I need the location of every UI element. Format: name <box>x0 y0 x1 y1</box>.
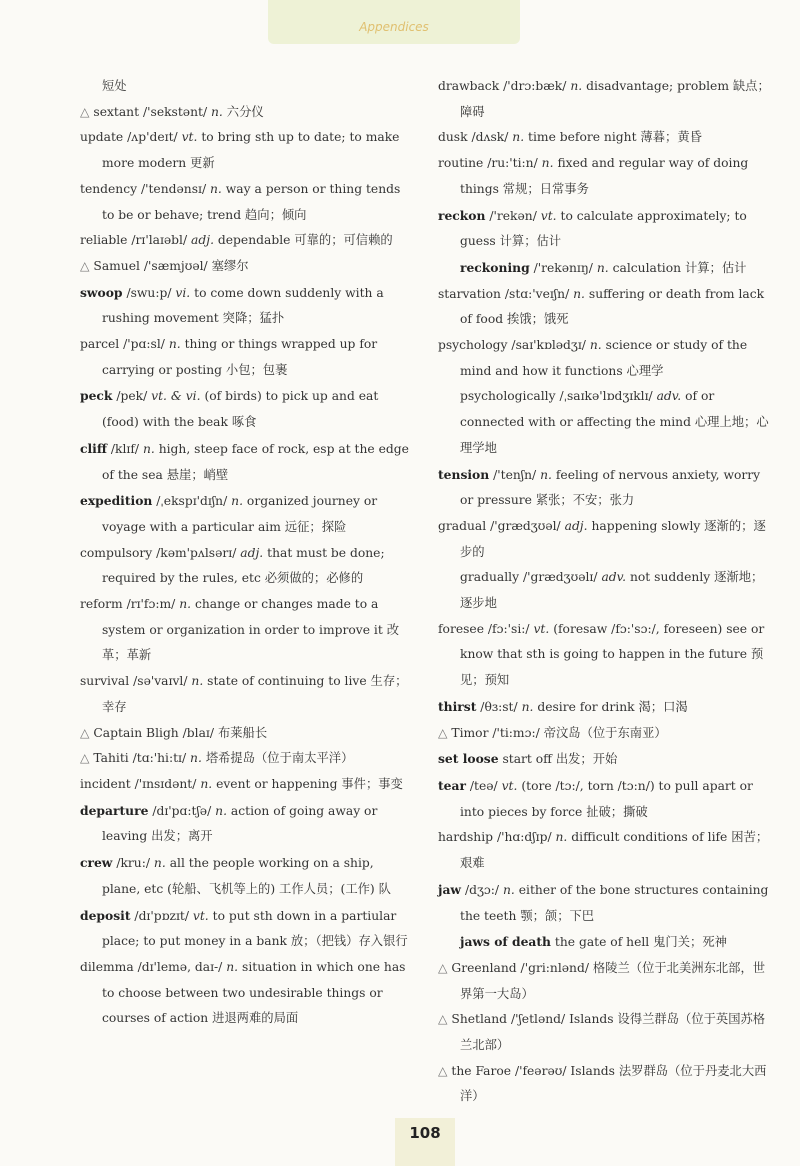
entry-definition: that must be done; required by the rules, etc 必须做的；必修的 <box>102 545 385 586</box>
entry-part-of-speech: n. <box>168 337 181 352</box>
entry-definition: (foresaw /fɔ:'sɔ:/, foreseen) see or know that sth is going to happen in the future 预见；预知 <box>460 621 765 688</box>
triangle-icon: △ <box>80 725 90 740</box>
entry-pronunciation: /tɑ:'hi:tɪ/ <box>132 751 187 766</box>
entry-part-of-speech: n. <box>142 441 155 456</box>
dictionary-entry <box>438 694 770 721</box>
entry-definition: event or happening 事件；事变 <box>216 776 403 791</box>
entry-pronunciation: /saɪ'kɒlədʒɪ/ <box>511 338 586 353</box>
entry-part-of-speech: n. <box>190 751 202 766</box>
triangle-icon: △ <box>80 258 90 273</box>
entry-headword: gradually <box>460 570 520 585</box>
entry-headword: update <box>80 130 124 145</box>
entry-headword: dilemma <box>80 959 134 974</box>
entry-pronunciation: /rɪ'laɪəbl/ <box>131 233 188 248</box>
entry-pronunciation: /stɑ:'veɪʃn/ <box>504 286 570 301</box>
entry-definition: to put sth down in a partiular place; to put money in a bank 放；（把钱）存入银行 <box>102 908 408 949</box>
entry-headword: parcel <box>80 337 120 352</box>
dictionary-entry <box>438 773 770 825</box>
entry-pronunciation: /'ʃetlənd/ Islands <box>510 1012 614 1027</box>
entry-pronunciation: /sə'vaɪvl/ <box>133 674 188 689</box>
entry-pronunciation: /θɜ:st/ <box>480 699 518 714</box>
entry-pronunciation: /ru:'ti:n/ <box>487 156 538 171</box>
entry-pronunciation: /'sekstənt/ <box>142 104 208 119</box>
entry-pronunciation: /ʌp'deɪt/ <box>127 130 178 145</box>
triangle-icon: △ <box>438 725 448 740</box>
entry-headword: survival <box>80 674 130 689</box>
entry-part-of-speech: vt. <box>181 130 198 145</box>
entry-definition: to come down suddenly with a rushing movement 突降；猛扑 <box>102 285 384 326</box>
entry-definition: either of the bone structures containing the teeth 颚；颌；下巴 <box>460 882 769 923</box>
entry-headword: the Faroe <box>451 1063 512 1078</box>
dictionary-entry <box>80 850 412 902</box>
entry-pronunciation: /'grædʒʊəl/ <box>490 518 561 533</box>
dictionary-entry <box>80 903 412 955</box>
entry-definition: 六分仪 <box>226 104 264 119</box>
dictionary-entry <box>438 203 770 255</box>
entry-pronunciation: /dʌsk/ <box>471 130 509 145</box>
entry-definition: high, steep face of rock, esp at the edge of the sea 悬崖；峭壁 <box>102 441 409 482</box>
entry-definition: desire for drink 渴；口渴 <box>537 699 688 714</box>
triangle-icon: △ <box>438 960 448 975</box>
entry-pronunciation: /'sæmjʊəl/ <box>143 258 208 273</box>
dictionary-entry <box>438 956 770 1007</box>
dictionary-entry <box>80 746 412 772</box>
entry-definition: 塞缪尔 <box>211 258 249 273</box>
dictionary-entry <box>80 383 412 435</box>
entry-headword: tension <box>438 466 490 482</box>
dictionary-entry <box>80 592 412 669</box>
entry-part-of-speech: n. <box>570 79 583 93</box>
entry-part-of-speech: vt. <box>501 778 518 793</box>
entry-definition: time before night 薄暮；黄昏 <box>528 130 702 145</box>
left-column <box>80 74 412 1032</box>
dictionary-entry <box>80 74 412 100</box>
dictionary-entry <box>80 177 412 228</box>
entry-pronunciation: /'ti:mɔ:/ <box>492 725 540 740</box>
dictionary-entry <box>438 125 770 151</box>
entry-part-of-speech: n. <box>541 156 554 171</box>
dictionary-entry <box>438 151 770 202</box>
entry-headword: set loose <box>438 751 499 767</box>
entry-pronunciation: /'feərəʊ/ Islands <box>514 1063 615 1078</box>
entry-headword: psychology <box>438 338 508 353</box>
entry-part-of-speech: n. <box>210 181 222 196</box>
dictionary-entry <box>80 228 412 254</box>
entry-headword: dusk <box>438 130 468 145</box>
entry-part-of-speech: n. <box>503 882 515 897</box>
entry-part-of-speech: n. <box>589 338 602 353</box>
entry-definition: 布莱船长 <box>217 725 268 740</box>
entry-pronunciation: /kru:/ <box>116 856 150 871</box>
entry-headword: Captain Bligh <box>93 725 179 740</box>
entry-part-of-speech: n. <box>521 699 534 714</box>
dictionary-entry <box>80 798 412 850</box>
entry-part-of-speech: n. <box>231 494 243 509</box>
entry-definition: calculation 计算；估计 <box>612 260 747 275</box>
entry-definition: the gate of hell 鬼门关；死神 <box>554 935 727 950</box>
dictionary-entry <box>80 541 412 592</box>
dictionary-entry <box>80 332 412 383</box>
entry-headword: tear <box>438 777 466 793</box>
entry-headword: crew <box>80 855 113 871</box>
dictionary-entry <box>80 100 412 126</box>
entry-definition: 短处 <box>102 79 127 93</box>
entry-headword: reckoning <box>460 259 530 275</box>
entry-definition: thing or things wrapped up for carrying or posting 小包；包裹 <box>102 337 378 377</box>
entry-part-of-speech: n. <box>226 959 239 974</box>
dictionary-entry <box>438 333 770 384</box>
entry-headword: drawback <box>438 79 500 93</box>
dictionary-entry <box>438 74 770 125</box>
entry-headword: compulsory <box>80 545 153 560</box>
entry-definition: dependable 可靠的；可信赖的 <box>217 233 393 248</box>
entry-part-of-speech: n. <box>596 260 609 275</box>
entry-part-of-speech: adj. <box>240 545 264 560</box>
entry-headword: reform <box>80 597 123 612</box>
entry-pronunciation: /teə/ <box>469 778 498 793</box>
entry-pronunciation: /blaɪ/ <box>182 725 215 740</box>
entry-part-of-speech: n. <box>540 467 552 482</box>
entry-pronunciation: /'drɔ:bæk/ <box>503 79 567 93</box>
entry-pronunciation: /dɪ'lemə, daɪ-/ <box>137 959 223 974</box>
entry-definition: of or connected with or affecting the mind 心理上地；心理学地 <box>460 389 769 455</box>
entry-headword: expedition <box>80 493 153 509</box>
dictionary-entry <box>438 929 770 956</box>
dictionary-entry <box>80 772 412 798</box>
entry-headword: reckon <box>438 207 486 223</box>
entry-headword: reliable <box>80 233 128 248</box>
entry-headword: Greenland <box>451 960 517 975</box>
entry-part-of-speech: n. <box>555 830 568 845</box>
dictionary-entry <box>438 825 770 876</box>
entry-pronunciation: /'grædʒʊəlɪ/ <box>522 570 598 585</box>
header-tab <box>268 0 520 44</box>
entry-part-of-speech: vt. <box>192 908 209 923</box>
entry-headword: hardship <box>438 830 494 845</box>
entry-headword: swoop <box>80 284 123 300</box>
entry-pronunciation: /'gri:nlənd/ <box>520 960 589 975</box>
entry-definition: organized journey or voyage with a particular aim 远征；探险 <box>102 494 378 534</box>
entry-definition: change or changes made to a system or organization in order to improve it 改革；革新 <box>102 597 399 663</box>
entry-headword: departure <box>80 802 149 818</box>
entry-definition: 法罗群岛（位于丹麦北大西洋） <box>460 1063 767 1104</box>
entry-headword: peck <box>80 388 113 404</box>
entry-part-of-speech: n. <box>191 674 204 689</box>
dictionary-entry <box>80 721 412 747</box>
dictionary-entry <box>80 669 412 720</box>
entry-headword: thirst <box>438 698 477 714</box>
dictionary-entry <box>438 746 770 773</box>
entry-pronunciation: /dʒɔ:/ <box>464 882 500 897</box>
entry-definition: suffering or death from lack of food 挨饿；饿死 <box>460 286 765 327</box>
dictionary-entry <box>438 462 770 514</box>
page-footer <box>395 1118 455 1166</box>
entry-pronunciation: /ˌsaɪkə'lɒdʒɪklɪ/ <box>559 389 653 404</box>
entry-headword: routine <box>438 156 484 171</box>
entry-pronunciation: /swu:p/ <box>126 285 172 300</box>
entry-headword: jaws of death <box>460 934 551 950</box>
entry-definition: to bring sth up to date; to make more modern 更新 <box>102 130 400 171</box>
dictionary-entry <box>438 1007 770 1058</box>
entry-part-of-speech: n. <box>512 130 525 145</box>
dictionary-entry <box>80 955 412 1032</box>
right-column <box>438 74 770 1110</box>
entry-pronunciation: /rɪ'fɔ:m/ <box>126 597 176 612</box>
entry-definition: (of birds) to pick up and eat (food) with the beak 啄食 <box>102 389 379 430</box>
entry-part-of-speech: vt. <box>540 208 557 223</box>
page-number: 108 <box>409 1124 441 1142</box>
entry-headword: foresee <box>438 621 484 636</box>
entry-definition: 帝汶岛（位于东南亚） <box>543 725 667 740</box>
triangle-icon: △ <box>438 1012 448 1027</box>
entry-definition: situation in which one has to choose between two undesirable things or courses of action 进退两难的局面 <box>102 959 406 1026</box>
dictionary-entry <box>80 125 412 176</box>
entry-part-of-speech: adj. <box>564 518 588 533</box>
entry-headword: jaw <box>438 881 462 897</box>
entry-headword: gradual <box>438 518 487 533</box>
entry-part-of-speech: adv. <box>601 570 627 585</box>
entry-definition: to calculate approximately; to guess 计算；估计 <box>460 208 747 249</box>
entry-headword: Samuel <box>93 258 140 273</box>
entry-definition: action of going away or leaving 出发；离开 <box>102 803 378 844</box>
dictionary-entry <box>438 617 770 694</box>
entry-definition: not suddenly 逐渐地；逐步地 <box>460 570 764 611</box>
entry-definition: (tore /tɔ:/, torn /tɔ:n/) to pull apart or into pieces by force 扯破；撕破 <box>460 778 753 819</box>
entry-part-of-speech: n. <box>573 286 585 301</box>
entry-part-of-speech: vt. <box>533 621 550 636</box>
entry-pronunciation: /'tendənsɪ/ <box>140 181 207 196</box>
entry-definition: 设得兰群岛（位于英国苏格兰北部） <box>460 1012 766 1053</box>
entry-headword: starvation <box>438 286 501 301</box>
dictionary-entry <box>80 488 412 540</box>
entry-pronunciation: /kəm'pʌlsərɪ/ <box>156 545 237 560</box>
dictionary-entry <box>438 282 770 333</box>
entry-definition: 塔希提岛（位于南太平洋） <box>205 751 354 766</box>
dictionary-entry <box>80 436 412 488</box>
dictionary-entry <box>438 384 770 461</box>
entry-headword: incident <box>80 776 131 791</box>
triangle-icon: △ <box>80 104 90 119</box>
dictionary-entry <box>438 1059 770 1110</box>
entry-headword: cliff <box>80 440 107 456</box>
triangle-icon: △ <box>438 1063 448 1078</box>
entry-pronunciation: /dɪ'pɑ:tʃə/ <box>152 803 212 818</box>
dictionary-entry <box>80 280 412 332</box>
dictionary-entry <box>80 254 412 280</box>
entry-definition: disadvantage; problem 缺点；障碍 <box>460 79 770 119</box>
dictionary-entry <box>438 255 770 282</box>
entry-headword: sextant <box>93 104 140 119</box>
entry-pronunciation: /fɔ:'si:/ <box>487 621 530 636</box>
entry-pronunciation: /'ɪnsɪdənt/ <box>134 776 197 791</box>
entry-pronunciation: /pek/ <box>116 389 148 404</box>
dictionary-entry <box>438 565 770 616</box>
entry-headword: tendency <box>80 181 138 196</box>
entry-headword: psychologically <box>460 389 556 404</box>
entry-definition: 格陵兰（位于北美洲东北部，世界第一大岛） <box>460 960 766 1001</box>
entry-pronunciation: /'rekən/ <box>489 208 537 223</box>
entry-definition: start off 出发；开始 <box>502 752 618 767</box>
entry-part-of-speech: adv. <box>656 389 682 404</box>
entry-pronunciation: /ˌekspɪ'dɪʃn/ <box>156 494 228 509</box>
entry-pronunciation: /dɪ'pɒzɪt/ <box>134 908 189 923</box>
entry-pronunciation: /'pɑ:sl/ <box>123 337 165 352</box>
entry-definition: happening slowly 逐渐的；逐步的 <box>460 518 766 559</box>
entry-part-of-speech: n. <box>211 104 223 119</box>
entry-headword: Tahiti <box>93 751 129 766</box>
entry-headword: deposit <box>80 907 131 923</box>
entry-part-of-speech: vi. <box>175 285 191 300</box>
header-title: Appendices <box>359 20 429 34</box>
entry-pronunciation: /'tenʃn/ <box>493 467 537 482</box>
dictionary-entry <box>438 514 770 565</box>
dictionary-entry <box>438 721 770 747</box>
entry-part-of-speech: n. <box>200 776 213 791</box>
entry-pronunciation: /klɪf/ <box>110 441 140 456</box>
entry-headword: Timor <box>451 725 489 740</box>
entry-part-of-speech: vt. & vi. <box>151 389 201 404</box>
entry-part-of-speech: n. <box>215 803 227 818</box>
entry-definition: science or study of the mind and how it functions 心理学 <box>460 338 748 378</box>
entry-headword: Shetland <box>451 1012 508 1027</box>
entry-part-of-speech: adj. <box>191 233 214 248</box>
dictionary-entry <box>438 877 770 929</box>
entry-definition: way a person or thing tends to be or behave; trend 趋向；倾向 <box>102 181 401 222</box>
entry-part-of-speech: n. <box>153 856 166 871</box>
triangle-icon: △ <box>80 751 90 766</box>
entry-part-of-speech: n. <box>179 597 192 612</box>
entry-definition: state of continuing to live 生存；幸存 <box>102 674 408 714</box>
entry-definition: all the people working on a ship, plane, etc (轮船、飞机等上的) 工作人员；(工作) 队 <box>102 856 391 896</box>
entry-pronunciation: /'rekənɪŋ/ <box>533 260 593 275</box>
entry-definition: feeling of nervous anxiety, worry or pressure 紧张；不安；张力 <box>460 467 761 508</box>
entry-pronunciation: /'hɑ:dʃɪp/ <box>496 830 552 845</box>
entry-definition: fixed and regular way of doing things 常规；日常事务 <box>460 156 749 196</box>
entry-definition: difficult conditions of life 困苦；艰难 <box>460 830 769 871</box>
